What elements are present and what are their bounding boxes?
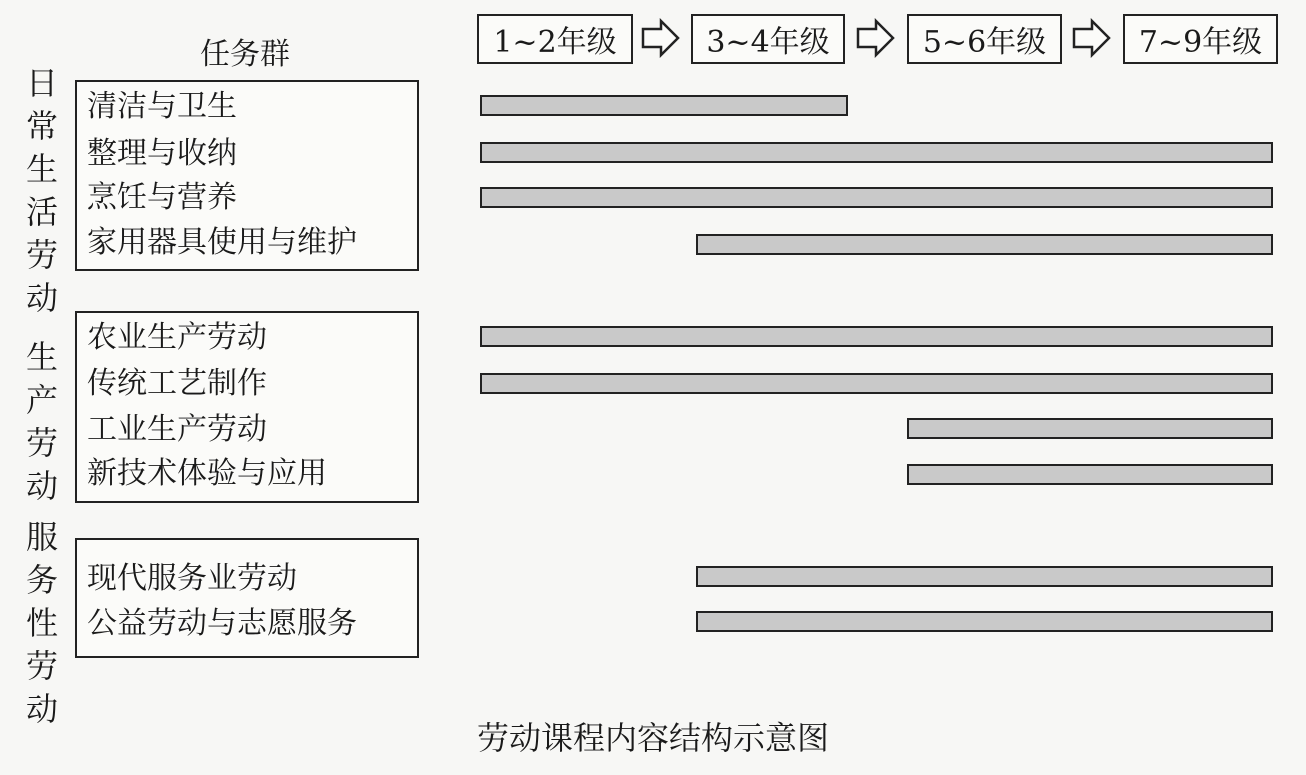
task-label: 传统工艺制作 — [87, 366, 267, 401]
arrow-right-icon — [856, 18, 896, 58]
grade-box-3-4: 3~4年级 — [691, 14, 845, 64]
grade-range-bar — [480, 187, 1273, 208]
grade-range-bar — [907, 418, 1273, 439]
grade-box-1-2: 1~2年级 — [477, 14, 633, 64]
grade-box-7-9: 7~9年级 — [1123, 14, 1278, 64]
task-label: 清洁与卫生 — [87, 89, 237, 124]
grade-range-bar — [907, 464, 1273, 485]
task-label: 新技术体验与应用 — [87, 456, 327, 491]
grade-range-bar — [480, 373, 1273, 394]
task-label: 现代服务业劳动 — [87, 561, 297, 596]
task-label: 整理与收纳 — [87, 136, 237, 171]
category-label-daily-life: 日 常 生 活 劳 动 — [25, 64, 58, 317]
task-group-header: 任务群 — [200, 37, 290, 72]
grade-range-bar — [696, 234, 1273, 255]
grade-box-5-6: 5~6年级 — [907, 14, 1062, 64]
task-label: 烹饪与营养 — [87, 180, 237, 215]
figure-caption: 劳动课程内容结构示意图 — [476, 719, 829, 757]
task-label: 公益劳动与志愿服务 — [87, 606, 357, 641]
grade-range-bar — [480, 142, 1273, 163]
task-label: 工业生产劳动 — [87, 412, 267, 447]
task-label: 家用器具使用与维护 — [87, 225, 357, 260]
grade-range-bar — [696, 611, 1273, 632]
arrow-right-icon — [641, 18, 681, 58]
task-label: 农业生产劳动 — [87, 320, 267, 355]
grade-range-bar — [480, 95, 848, 116]
category-label-production: 生 产 劳 动 — [25, 338, 58, 505]
grade-range-bar — [480, 326, 1273, 347]
category-label-service: 服 务 性 劳 动 — [25, 518, 58, 728]
arrow-right-icon — [1072, 18, 1112, 58]
grade-range-bar — [696, 566, 1273, 587]
